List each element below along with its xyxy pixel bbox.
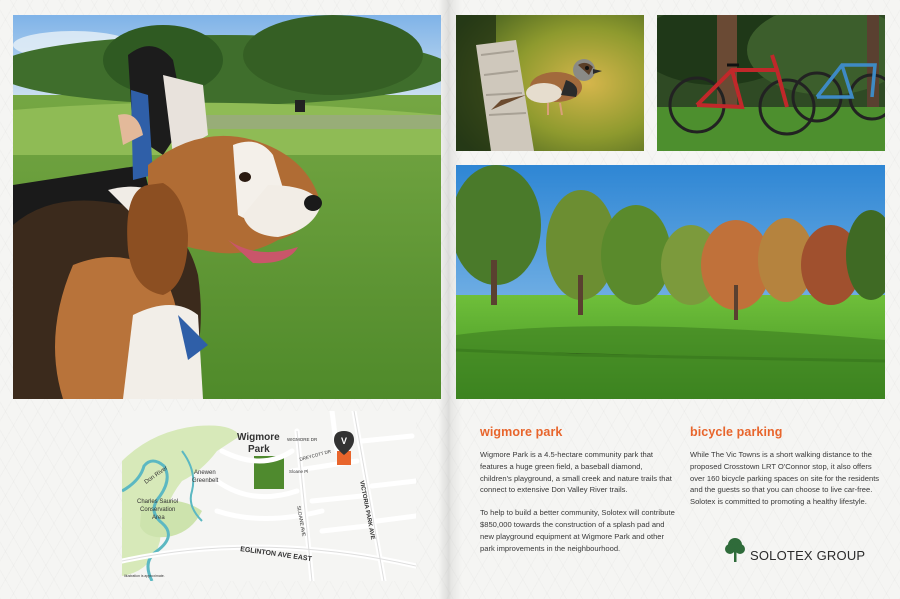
place-charles-line2: Conservation <box>140 507 176 513</box>
solotex-logo <box>724 534 865 566</box>
wigmore-heading: wigmore park <box>480 425 563 439</box>
logo-text: SOLOTEX GROUP <box>750 547 866 563</box>
bicycle-parking-section <box>690 425 886 519</box>
location-map <box>122 411 416 581</box>
marker-letter: V <box>340 436 348 446</box>
place-charles-line3: Area <box>152 515 165 521</box>
street-eglinton-ave-east: EGLINTON AVE EAST <box>239 546 313 564</box>
wigmore-paragraph-1: Wigmore Park is a 4.5-hectare community park that features a huge green field, a baseball diamond, children's playground, a small creek and nature trails that connect to extensive Don Valley River trails. <box>480 450 672 495</box>
river-label: Don River <box>143 465 170 486</box>
place-anewen-line2: Greenbelt <box>192 478 219 484</box>
place-anewen-line1: Anewen <box>194 470 216 476</box>
place-charles-line1: Charles Sauriol <box>137 499 179 505</box>
map-disclaimer: Illustration is approximate. <box>124 574 165 578</box>
street-victoria-park-ave: VICTORIA PARK AVE <box>358 480 376 541</box>
wigmore-paragraph-2: To help to build a better community, Solotex will contribute $850,000 towards the construction of a splash pad and new playground equipment at Wigmore Park and other park improvements in the neighbourhood. <box>480 508 675 553</box>
sparrow-photo <box>456 15 644 151</box>
street-sloane-pl: Sloane Pl <box>289 469 309 474</box>
bicycle-heading: bicycle parking <box>690 425 783 439</box>
street-wigmore-dr: WIGMORE DR <box>287 437 318 442</box>
tree-icon <box>724 537 746 563</box>
wigmore-park-section <box>480 425 676 565</box>
street-dreycott-dr: DREYCOTT DR <box>298 448 332 462</box>
bicycle-paragraph-1: While The Vic Towns is a short walking distance to the proposed Crosstown LRT O'Connor stop, it also offers over 160 bicycle parking spaces on site for the residents and the guests so that you can choose to live car-free. Solotex is committed to promoting a healthy lifestyle. <box>690 450 880 507</box>
park-trees-photo <box>456 165 885 399</box>
bicycles-photo <box>657 15 885 151</box>
map-title-line2: Park <box>248 444 270 455</box>
street-sloane-ave: SLOANE AVE <box>295 505 307 537</box>
beagle-photo <box>13 15 441 399</box>
map-title-line1: Wigmore <box>237 432 280 443</box>
